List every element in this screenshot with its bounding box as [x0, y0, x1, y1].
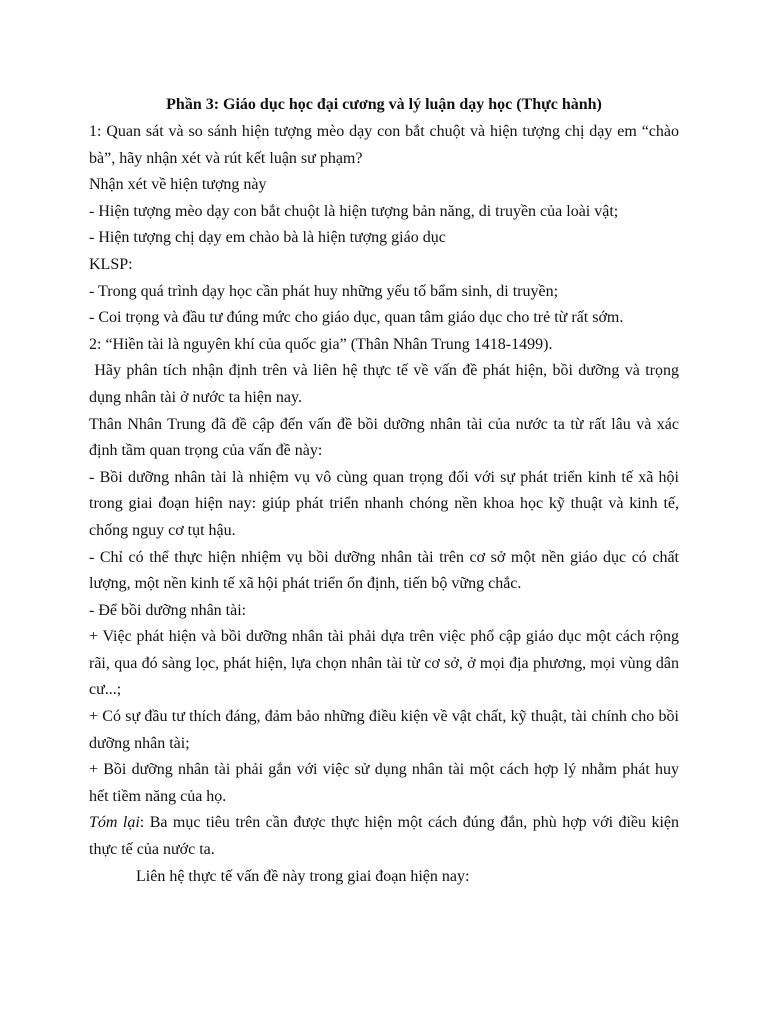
question-2-quote: 2: “Hiền tài là nguyên khí của quốc gia” (Thân Nhân Trung 1418-1499).: [89, 335, 553, 353]
summary-label: Tóm lại: [89, 814, 140, 832]
klsp-item-1: - Trong quá trình dạy học cần phát huy những yếu tố bẩm sinh, di truyền;: [89, 282, 559, 300]
observation-item-2: - Hiện tượng chị dạy em chào bà là hiện tượng giáo dục: [89, 229, 446, 247]
practice-heading: Liên hệ thực tế vấn đề này trong giai đoạn hiện nay:: [136, 867, 470, 885]
analysis-intro: Thân Nhân Trung đã đề cập đến vấn đề bồi dưỡng nhân tài của nước ta từ rất lâu và xác định tầm quan trọng của vấn đề này:: [89, 415, 679, 460]
analysis-subpoint-1: + Việc phát hiện và bồi dưỡng nhân tài phải dựa trên việc phổ cập giáo dục một cách rộng rãi, qua đó sàng lọc, phát hiện, lựa chọn nhân tài từ cơ sở, ở mọi địa phương, mọi vùng dân cư...;: [89, 628, 679, 699]
klsp-item-2: - Coi trọng và đầu tư đúng mức cho giáo dục, quan tâm giáo dục cho trẻ từ rất sớm.: [89, 309, 624, 327]
analysis-point-2: - Chỉ có thể thực hiện nhiệm vụ bồi dưỡng nhân tài trên cơ sở một nền giáo dục có chất lượng, một nền kinh tế xã hội phát triển ổn định, tiến bộ vững chắc.: [89, 548, 679, 593]
question-1-paragraph: 1: Quan sát và so sánh hiện tượng mèo dạy con bắt chuột và hiện tượng chị dạy em “chào bà”, hãy nhận xét và rút kết luận sư phạm?: [89, 123, 679, 167]
observation-item-1: - Hiện tượng mèo dạy con bắt chuột là hiện tượng bản năng, di truyền của loài vật;: [89, 202, 619, 220]
question-2-prompt: Hãy phân tích nhận định trên và liên hệ thực tế về vấn đề phát hiện, bồi dưỡng và trọng dụng nhân tài ở nước ta hiện nay.: [89, 362, 684, 406]
document-title: Phần 3: Giáo dục học đại cương và lý luận dạy học (Thực hành): [166, 96, 602, 113]
analysis-subpoint-3: + Bồi dưỡng nhân tài phải gắn với việc sử dụng nhân tài một cách hợp lý nhằm phát huy hết tiềm năng của họ.: [89, 761, 679, 805]
analysis-subpoint-2: + Có sự đầu tư thích đáng, đảm bảo những điều kiện về vật chất, kỹ thuật, tài chính cho bồi dưỡng nhân tài;: [89, 708, 679, 752]
document-body: [89, 92, 684, 890]
summary-text: : Ba mục tiêu trên cần được thực hiện một cách đúng đắn, phù hợp với điều kiện thực tế của nước ta.: [89, 814, 680, 859]
analysis-point-3-heading: - Để bồi dưỡng nhân tài:: [89, 601, 247, 619]
observation-heading: Nhận xét về hiện tượng này: [89, 176, 267, 194]
analysis-point-1: - Bồi dưỡng nhân tài là nhiệm vụ vô cùng quan trọng đối với sự phát triển kinh tế xã hội trong giai đoạn hiện nay: giúp phát triển nhanh chóng nền khoa học kỹ thuật và kinh tế, chống nguy cơ tụt hậu.: [89, 468, 679, 539]
klsp-heading: KLSP:: [89, 255, 133, 273]
summary-paragraph: [89, 810, 679, 863]
